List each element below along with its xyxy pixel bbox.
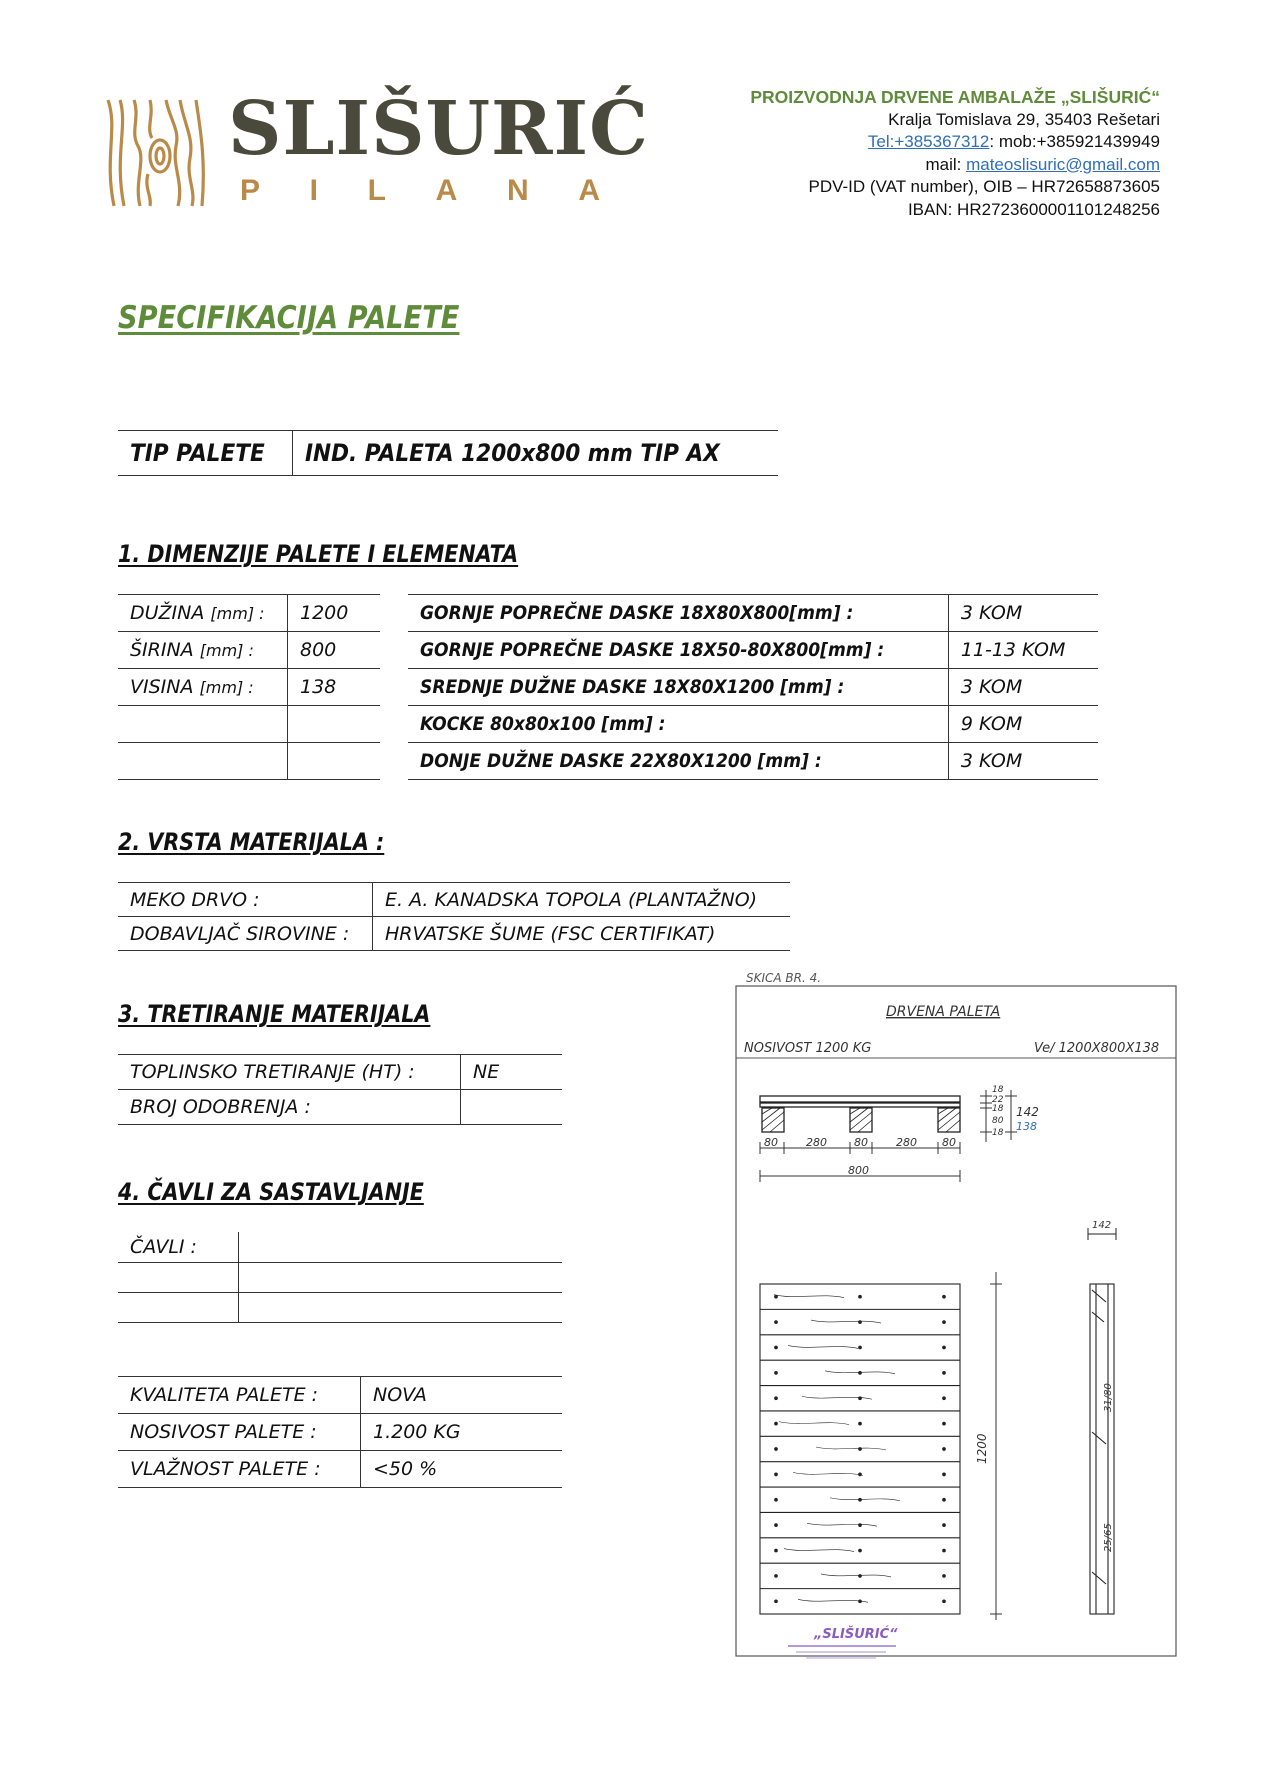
element-qty: 3 KOM: [948, 595, 1098, 632]
dim-label: 142: [1092, 1220, 1112, 1231]
logo-sub-letter: N: [506, 174, 529, 207]
nail-mark: [943, 1549, 946, 1552]
wood-grain: [816, 1447, 886, 1450]
nail-mark: [775, 1422, 778, 1425]
nail-mark: [859, 1448, 862, 1451]
dim-label: 1200: [975, 1433, 989, 1464]
quality-label: VLAŽNOST PALETE :: [118, 1451, 361, 1488]
nail-mark: [943, 1321, 946, 1324]
nail-mark: [775, 1295, 778, 1298]
iban: IBAN: HR2723600001101248256: [907, 199, 1160, 219]
company-logo: [100, 86, 650, 218]
quality-table: [118, 1376, 562, 1488]
company-stamp: [788, 1626, 898, 1658]
nail-mark: [859, 1295, 862, 1298]
table-row: [118, 917, 790, 951]
empty-cell: [288, 743, 381, 780]
element-label: GORNJE POPREČNE DASKE 18X80X800[mm] :: [408, 595, 948, 632]
wood-grain: [793, 1472, 863, 1475]
stamp-text: „SLIŠURIĆ“: [814, 1627, 898, 1642]
wood-grain: [821, 1574, 891, 1577]
section-3-title: 3. TRETIRANJE MATERIJALA: [118, 1000, 431, 1028]
dim-value: 138: [288, 669, 381, 706]
nail-mark: [943, 1473, 946, 1476]
contact-block: [750, 86, 1160, 221]
table-row: [118, 1055, 562, 1090]
table-row: [118, 1377, 562, 1414]
nail-mark: [943, 1498, 946, 1501]
table-row: [118, 1451, 562, 1488]
table-row: [408, 743, 1098, 780]
nail-mark: [775, 1498, 778, 1501]
wood-grain: [774, 1295, 844, 1298]
element-label: DONJE DUŽNE DASKE 22X80X1200 [mm] :: [408, 743, 948, 780]
nail-mark: [943, 1397, 946, 1400]
nail-mark: [859, 1346, 862, 1349]
wood-grain-logo-icon: [100, 98, 210, 208]
end-view-labels: [1092, 1220, 1114, 1552]
table-row: [408, 669, 1098, 706]
treatment-label: BROJ ODOBRENJA :: [118, 1090, 461, 1125]
sketch-sheet-number: SKICA BR. 4.: [746, 972, 822, 985]
nails-value: [239, 1232, 563, 1262]
treatment-table: [118, 1054, 562, 1125]
wood-grain: [807, 1523, 877, 1526]
nails-table: [118, 1232, 562, 1323]
nail-mark: [775, 1575, 778, 1578]
quality-label: NOSIVOST PALETE :: [118, 1414, 361, 1451]
nail-mark: [775, 1346, 778, 1349]
nail-mark: [859, 1397, 862, 1400]
height-dimension-labels: [992, 1085, 1039, 1138]
dim-label: 80: [854, 1136, 868, 1149]
section-4-title: 4. ČAVLI ZA SASTAVLJANJE: [118, 1178, 424, 1206]
table-row: [118, 595, 380, 632]
nail-mark: [943, 1372, 946, 1375]
nail-mark: [775, 1372, 778, 1375]
pallet-side-view: [760, 1096, 960, 1132]
dim-value: 800: [288, 632, 381, 669]
element-qty: 9 KOM: [948, 706, 1098, 743]
element-label: GORNJE POPREČNE DASKE 18X50-80X800[mm] :: [408, 632, 948, 669]
logo-sub-letter: I: [309, 174, 319, 207]
nail-mark: [775, 1397, 778, 1400]
vat-number: PDV-ID (VAT number), OIB – HR72658873605: [808, 177, 1160, 196]
dim-label: 80: [942, 1136, 956, 1149]
logo-sub-letter: A: [435, 174, 458, 207]
phone-line: [750, 131, 1160, 154]
material-value: E. A. KANADSKA TOPOLA (PLANTAŽNO): [373, 883, 791, 917]
sketch-frame: [736, 986, 1176, 1656]
table-row: [118, 743, 380, 780]
length-dimension-lines: [990, 1272, 1002, 1620]
dim-label-handwritten: 138: [1016, 1120, 1037, 1133]
dim-label: 18: [992, 1085, 1004, 1095]
logo-sub-letter: P: [240, 174, 261, 207]
email-link[interactable]: mateoslisuric@gmail.com: [966, 154, 1160, 174]
nail-mark: [943, 1295, 946, 1298]
pallet-top-view: [760, 1284, 960, 1614]
table-row: [118, 1414, 562, 1451]
nail-mark: [943, 1524, 946, 1527]
nails-value: [239, 1292, 563, 1322]
nail-mark: [775, 1549, 778, 1552]
element-qty: 3 KOM: [948, 743, 1098, 780]
company-address: Kralja Tomislava 29, 35403 Rešetari: [888, 109, 1160, 129]
wood-grain: [811, 1320, 881, 1323]
nail-mark: [859, 1549, 862, 1552]
table-row: [408, 595, 1098, 632]
elements-table: [408, 594, 1098, 780]
table-row: [118, 1262, 562, 1292]
dim-value: 1200: [288, 595, 381, 632]
logo-sub-letter: L: [367, 174, 386, 207]
nail-mark: [859, 1321, 862, 1324]
element-label: KOCKE 80x80x100 [mm] :: [408, 706, 948, 743]
dim-label: DUŽINA [mm] :: [118, 595, 288, 632]
nail-mark: [859, 1498, 862, 1501]
material-label: DOBAVLJAČ SIROVINE :: [118, 917, 373, 951]
mobile-number: : mob:+385921439949: [989, 132, 1160, 151]
logo-name: SLIŠURIĆ: [228, 86, 650, 172]
dimensions-table: [118, 594, 380, 780]
table-row: [118, 632, 380, 669]
dim-label: 80: [992, 1116, 1004, 1126]
logo-subtitle: [240, 174, 600, 208]
nail-mark: [943, 1575, 946, 1578]
wood-grain: [788, 1345, 858, 1348]
table-row: [408, 706, 1098, 743]
company-name: PROIZVODNJA DRVENE AMBALAŽE „SLIŠURIĆ“: [750, 87, 1160, 107]
wood-grain: [779, 1422, 849, 1425]
logo-sub-letter: A: [578, 174, 600, 207]
pallet-end-view: [1088, 1228, 1116, 1614]
dim-label: 18: [992, 1128, 1004, 1138]
table-row: [408, 632, 1098, 669]
nail-mark: [775, 1321, 778, 1324]
nails-label: ČAVLI :: [118, 1232, 239, 1262]
sketch-title: DRVENA PALETA: [886, 1004, 1001, 1020]
nail-mark: [943, 1600, 946, 1603]
empty-cell: [118, 706, 288, 743]
dim-label: 280: [806, 1136, 827, 1149]
section-1-title: 1. DIMENZIJE PALETE I ELEMENATA: [118, 540, 519, 568]
document-title: SPECIFIKACIJA PALETE: [118, 300, 460, 336]
table-row: [118, 1232, 562, 1262]
wood-grain: [784, 1549, 854, 1552]
top-boards: [760, 1295, 960, 1603]
nail-mark: [943, 1448, 946, 1451]
quality-value: 1.200 KG: [361, 1414, 563, 1451]
nails-value: [239, 1262, 563, 1292]
material-value: HRVATSKE ŠUME (FSC CERTIFIKAT): [373, 917, 791, 951]
dim-label: 280: [896, 1136, 917, 1149]
table-row: [118, 883, 790, 917]
quality-value: NOVA: [361, 1377, 563, 1414]
element-label: SREDNJE DUŽNE DASKE 18X80X1200 [mm] :: [408, 669, 948, 706]
mail-label: mail:: [925, 154, 967, 174]
dim-label: 18: [992, 1104, 1004, 1114]
quality-label: KVALITETA PALETE :: [118, 1377, 361, 1414]
dim-label: 25/65: [1103, 1523, 1114, 1552]
pallet-type-value: IND. PALETA 1200x800 mm TIP AX: [292, 431, 777, 476]
sketch-size: Ve/ 1200X800X138: [1034, 1041, 1160, 1056]
table-row: [118, 706, 380, 743]
dim-label: 31/80: [1103, 1383, 1114, 1412]
element-qty: 3 KOM: [948, 669, 1098, 706]
table-row: [118, 1090, 562, 1125]
empty-cell: [288, 706, 381, 743]
nail-mark: [775, 1524, 778, 1527]
dim-label: VISINA [mm] :: [118, 669, 288, 706]
material-label: MEKO DRVO :: [118, 883, 373, 917]
sketch-capacity: NOSIVOST 1200 KG: [744, 1041, 872, 1056]
treatment-label: TOPLINSKO TRETIRANJE (HT) :: [118, 1055, 461, 1090]
nail-mark: [775, 1473, 778, 1476]
nail-mark: [943, 1422, 946, 1425]
treatment-value: [461, 1090, 563, 1125]
treatment-value: NE: [461, 1055, 563, 1090]
empty-cell: [118, 743, 288, 780]
nail-mark: [859, 1372, 862, 1375]
tel-link[interactable]: Tel:+385367312: [867, 132, 990, 151]
pallet-type-table: [118, 430, 778, 476]
nail-mark: [859, 1575, 862, 1578]
material-table: [118, 882, 790, 951]
dim-label: ŠIRINA [mm] :: [118, 632, 288, 669]
table-row: [118, 669, 380, 706]
table-row: [118, 431, 778, 476]
quality-value: <50 %: [361, 1451, 563, 1488]
table-row: [118, 1292, 562, 1322]
mail-line: [750, 154, 1160, 177]
pallet-type-label: TIP PALETE: [118, 431, 292, 476]
width-dimension-labels: [764, 1136, 956, 1177]
dim-label: 800: [848, 1164, 869, 1177]
nail-mark: [859, 1473, 862, 1476]
wood-grain: [798, 1599, 868, 1602]
element-qty: 11-13 KOM: [948, 632, 1098, 669]
dim-label: 80: [764, 1136, 778, 1149]
section-2-title: 2. VRSTA MATERIJALA :: [118, 828, 385, 856]
dim-label: 142: [1016, 1105, 1039, 1119]
nail-mark: [859, 1422, 862, 1425]
nail-mark: [859, 1524, 862, 1527]
nail-mark: [859, 1600, 862, 1603]
nails-label: [118, 1262, 239, 1292]
nail-mark: [943, 1346, 946, 1349]
pallet-sketch: [716, 972, 1196, 1672]
dim-label: 22: [992, 1095, 1004, 1105]
nails-label: [118, 1292, 239, 1322]
nail-mark: [775, 1600, 778, 1603]
wood-grain: [830, 1498, 900, 1501]
nail-mark: [775, 1448, 778, 1451]
